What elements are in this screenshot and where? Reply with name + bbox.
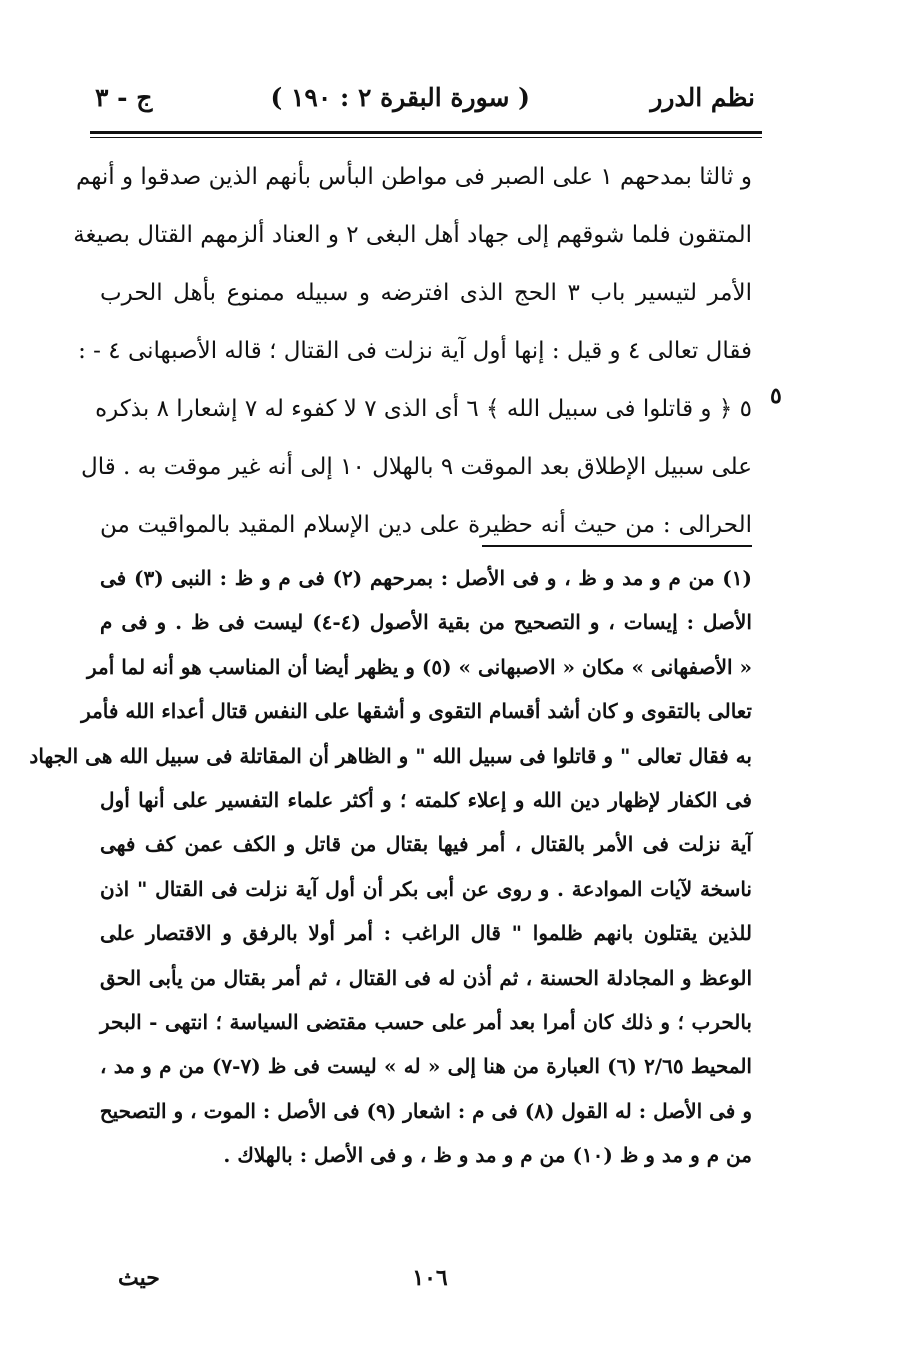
main-text-line: و ثالثا بمدحهم ١ على الصبر فى مواطن البأس بأنهم الذين صدقوا و أنهم	[75, 164, 752, 190]
footnote-line: « الأصفهانى » مكان « الاصبهانى » (٥) و يظهر أيضا أن المناسب هو أنه لما أمر	[87, 654, 752, 679]
footnote-line: للذين يقتلون بانهم ظلموا " قال الراغب : أمر أولا بالرفق و الاقتصار على	[100, 921, 752, 946]
footnote-line: به فقال تعالى " و قاتلوا فى سبيل الله " و الظاهر أن المقاتلة فى سبيل الله هى الجهاد	[29, 743, 752, 768]
header-rule-thin	[90, 137, 762, 138]
page-number: ١٠٦	[412, 1265, 448, 1291]
footnote-line: من م و مد و ظ (١٠) من م و مد و ظ ، و فى الأصل : بالهلاك .	[223, 1143, 752, 1168]
footnote-line: و فى الأصل : له القول (٨) فى م : اشعار (٩) فى الأصل : الموت ، و التصحيح	[99, 1098, 752, 1123]
main-text-line: على سبيل الإطلاق بعد الموقت ٩ بالهلال ١٠ إلى أنه غير موقت به . قال	[81, 454, 752, 480]
footnote-line: (١) من م و مد و ظ ، و فى الأصل : بمرحهم (٢) فى م و ظ : النبى (٣) فى	[100, 566, 752, 590]
main-text-line: فقال تعالى ٤ و قيل : إنها أول آية نزلت فى القتال ؛ قاله الأصبهانى ٤ - :	[78, 338, 752, 364]
surah-reference: ( سورة البقرة ٢ : ١٩٠ )	[270, 83, 530, 112]
volume-number: ج - ٣	[95, 83, 153, 112]
footnote-line: الأصل : إيسات ، و التصحيح من بقية الأصول (٤-٤) ليست فى ظ . و فى م	[100, 610, 752, 635]
footnote-line: آية نزلت فى الأمر بالقتال ، أمر فيها بقتال من قاتل و الكف عمن كف فهى	[100, 832, 752, 857]
footnote-line: ناسخة لآيات الموادعة . و روى عن أبى بكر أن أول آية نزلت فى القتال " اذن	[100, 876, 752, 901]
footnote-line: بالحرب ؛ و ذلك كان أمرا بعد أمر على حسب مقتضى السياسة ؛ انتهى - البحر	[100, 1009, 752, 1034]
footnote-line: تعالى بالتقوى و كان أشد أقسام التقوى و أشقها على النفس قتال أعداء الله فأمر	[81, 699, 752, 724]
catchword: حيث	[118, 1265, 160, 1291]
footnote-separator	[482, 545, 752, 547]
footnotes-block	[29, 556, 752, 1177]
footnote-line: الوعظ و المجادلة الحسنة ، ثم أذن له فى القتال ، ثم أمر بقتال من يأبى الحق	[100, 965, 752, 990]
footnote-line: المحيط ٢/٦٥ (٦) العبارة من هنا إلى « له » ليست فى ظ (٧-٧) من م و مد ،	[100, 1054, 752, 1079]
main-text-line: الأمر لتيسير باب ٣ الحج الذى افترضه و سبيله ممنوع بأهل الحرب	[100, 280, 752, 306]
main-text-block	[73, 148, 752, 554]
main-text-line: ٥ ﴿ و قاتلوا فى سبيل الله ﴾ ٦ أى الذى ٧ لا كفوء له ٧ إشعارا ٨ بذكره	[95, 396, 752, 422]
running-header	[95, 78, 755, 128]
book-title: نظم الدرر	[650, 83, 755, 112]
main-text-line: الحرالى : من حيث أنه حظيرة على دين الإسلام المقيد بالمواقيت من	[100, 512, 752, 538]
main-text-line: المتقون فلما شوقهم إلى جهاد أهل البغى ٢ و العناد ألزمهم القتال بصيغة	[73, 222, 752, 248]
margin-line-number: ٥	[770, 383, 782, 409]
header-rule-thick	[90, 131, 762, 134]
footnote-line: فى الكفار لإظهار دين الله و إعلاء كلمته ؛ و أكثر علماء التفسير على أنها أول	[100, 787, 752, 812]
